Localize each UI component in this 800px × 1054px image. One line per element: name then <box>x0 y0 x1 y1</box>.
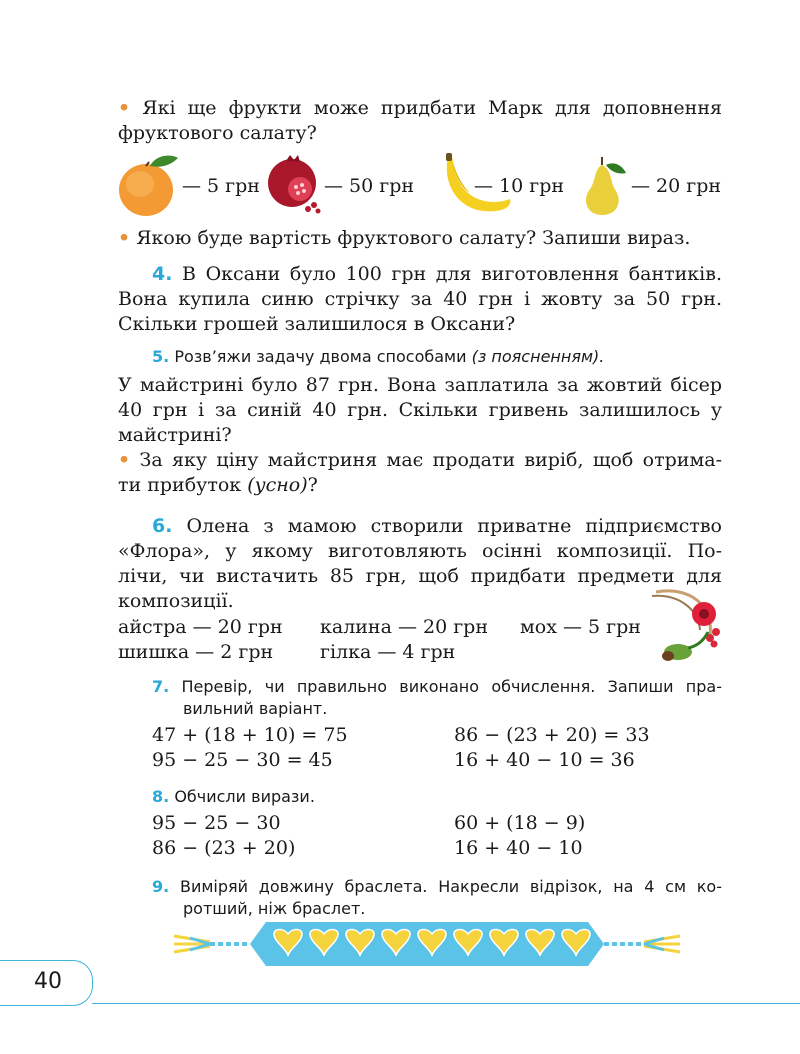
task-5-question-line-1: За яку ціну майстриня має продати виріб, щоб отрима- <box>139 449 722 471</box>
task-6-line-4: композиції. <box>118 590 234 612</box>
task-6 <box>118 514 722 614</box>
page-number: 40 <box>34 969 62 994</box>
item-branch: гілка — 4 грн <box>320 641 456 663</box>
intro-question <box>118 96 722 146</box>
bracelet-image <box>170 920 684 968</box>
intro-line-1: Які ще фрукти може придбати Марк для доповнення <box>142 97 722 119</box>
banana-price: — 10 грн <box>474 175 565 197</box>
task-5-instruction <box>152 346 722 368</box>
task-number: 9. <box>152 877 170 896</box>
pear-price: — 20 грн <box>631 175 722 197</box>
item-moss: мох — 5 грн <box>520 616 641 638</box>
task-6-line-2: «Флора», у якому виготовляють осінні композиції. По- <box>118 540 722 562</box>
task-6-line-1: Олена з мамою створили приватне підприємство <box>186 515 722 537</box>
task-7-instruction <box>152 676 722 720</box>
task-4-line-1: В Оксани було 100 грн для виготовлення бантиків. <box>182 263 722 285</box>
task-5-line-2: 40 грн і за синій 40 грн. Скільки гривень залишилось у <box>118 399 722 421</box>
item-kalyna: калина — 20 грн <box>320 616 489 638</box>
apricot-icon <box>116 152 182 218</box>
task-9-instruction <box>152 876 722 920</box>
task-8-expr-left-2: 86 − (23 + 20) <box>152 837 296 859</box>
floral-composition-icon <box>648 586 724 664</box>
bullet: • <box>118 97 131 119</box>
item-cone: шишка — 2 грн <box>118 641 274 663</box>
task-number: 7. <box>152 677 170 696</box>
bullet: • <box>118 227 131 249</box>
task-number: 6. <box>152 515 173 537</box>
task-8-line-1: Обчисли вирази. <box>174 787 315 806</box>
task-number: 5. <box>152 347 170 366</box>
task-8-instruction <box>152 786 722 808</box>
intro-line-2: фруктового салату? <box>118 122 317 144</box>
task-5-question-line-2b: ? <box>307 474 318 496</box>
task-7-expr-right-2: 16 + 40 − 10 = 36 <box>454 749 635 771</box>
salad-question-text: Якою буде вартість фруктового салату? Запиши вираз. <box>136 227 691 249</box>
task-8-expr-right-1: 60 + (18 − 9) <box>454 812 586 834</box>
task-5-instruction-text: Розв’яжи задачу двома способами <box>174 347 467 366</box>
task-5-line-3: майстрині? <box>118 424 232 446</box>
pomegranate-price: — 50 грн <box>324 175 415 197</box>
task-number: 4. <box>152 263 173 285</box>
task-4-line-2: Вона купила синю стрічку за 40 грн і жовту за 50 грн. <box>118 288 722 310</box>
task-7-line-2: вильний варіант. <box>183 699 328 718</box>
task-7-expr-left-2: 95 − 25 − 30 = 45 <box>152 749 333 771</box>
task-4-line-3: Скільки грошей залишилося в Оксани? <box>118 313 516 335</box>
task-4 <box>118 262 722 337</box>
task-8-expr-left-1: 95 − 25 − 30 <box>152 812 281 834</box>
task-5-line-1: У майстрині було 87 грн. Вона заплатила за жовтий бісер <box>118 374 722 396</box>
task-8-expr-right-2: 16 + 40 − 10 <box>454 837 583 859</box>
task-7-line-1: Перевір, чи правильно виконано обчислення. Запиши пра- <box>181 677 722 696</box>
salad-question <box>118 226 722 251</box>
task-7-expr-left-1: 47 + (18 + 10) = 75 <box>152 724 348 746</box>
apricot-price: — 5 грн <box>182 175 260 197</box>
pomegranate-icon <box>266 153 324 215</box>
task-number: 8. <box>152 787 170 806</box>
item-aster: айстра — 20 грн <box>118 616 283 638</box>
bullet: • <box>118 449 131 471</box>
task-5-question-line-2a: ти прибуток <box>118 474 242 496</box>
task-9-line-2: ротший, ніж браслет. <box>183 899 366 918</box>
task-5-question-italic: (усно) <box>247 474 308 496</box>
task-9-line-1: Виміряй довжину браслета. Накресли відрізок, на 4 см ко- <box>179 877 722 896</box>
task-5-problem <box>118 373 722 498</box>
footer-line <box>92 1003 800 1004</box>
task-7-expr-right-1: 86 − (23 + 20) = 33 <box>454 724 650 746</box>
task-5-instruction-italic: (з поясненням). <box>471 347 605 366</box>
task-6-line-3: лічи, чи вистачить 85 грн, щоб придбати предмети для <box>118 565 722 587</box>
pear-icon <box>580 155 630 217</box>
